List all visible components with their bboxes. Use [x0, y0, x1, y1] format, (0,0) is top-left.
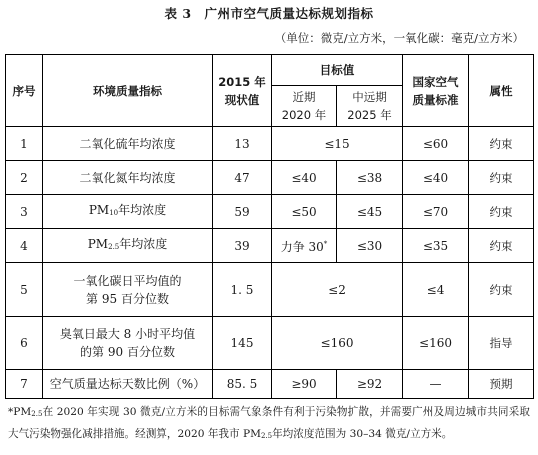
- cell-seq: 5: [6, 263, 43, 317]
- cell-target-near: [272, 229, 337, 263]
- cell-attribute: 预期: [469, 370, 534, 399]
- cell-attribute: 约束: [469, 161, 534, 195]
- cell-status: 85. 5: [213, 370, 272, 399]
- footnote-pm-subscript-2: 2.5: [260, 432, 273, 440]
- cell-seq: 3: [6, 195, 43, 229]
- cell-status: 39: [213, 229, 272, 263]
- cell-national: ≤4: [403, 263, 469, 317]
- header-status: [213, 55, 272, 127]
- header-mid: [337, 86, 403, 127]
- header-national: [403, 55, 469, 127]
- cell-indicator: [43, 195, 213, 229]
- table-row: [6, 370, 534, 399]
- cell-seq: 2: [6, 161, 43, 195]
- header-status-year: 2015 年: [218, 74, 266, 89]
- indicator-line2: 第 95 百分位数: [86, 291, 169, 306]
- header-mid-label: 中远期: [352, 90, 387, 104]
- cell-seq: 4: [6, 229, 43, 263]
- cell-target-merged: ≤15: [272, 127, 403, 161]
- cell-target-mid: ≤38: [337, 161, 403, 195]
- header-attribute: 属性: [469, 55, 534, 127]
- cell-status: 59: [213, 195, 272, 229]
- cell-status: 47: [213, 161, 272, 195]
- cell-target-merged: ≤160: [272, 317, 403, 370]
- footnote-text-2: 年均浓度范围为 30–34 微克/立方米。: [272, 428, 453, 440]
- header-row: [6, 55, 534, 86]
- indicator-line2: 的第 90 百分位数: [80, 345, 175, 359]
- header-status-label: 现状值: [224, 92, 260, 107]
- cell-national: ≤40: [403, 161, 469, 195]
- cell-status: 1. 5: [213, 263, 272, 317]
- cell-indicator: 二氧化硫年均浓度: [43, 127, 213, 161]
- header-indicator: 环境质量指标: [43, 55, 213, 127]
- footnote-marker: *: [323, 240, 328, 248]
- header-target: 目标值: [272, 55, 403, 86]
- cell-attribute: 约束: [469, 263, 534, 317]
- cell-target-merged: ≤2: [272, 263, 403, 317]
- table-title: 表 3 广州市空气质量达标规划指标: [164, 6, 374, 21]
- cell-attribute: 指导: [469, 317, 534, 370]
- cell-seq: 6: [6, 317, 43, 370]
- header-near-label: 近期: [292, 90, 316, 104]
- cell-status: 145: [213, 317, 272, 370]
- cell-national: ≤35: [403, 229, 469, 263]
- cell-target-near: ≤40: [272, 161, 337, 195]
- table-row: [6, 127, 534, 161]
- header-seq: 序号: [6, 55, 43, 127]
- cell-target-mid: ≤45: [337, 195, 403, 229]
- cell-national: ≤60: [403, 127, 469, 161]
- targets-table: [5, 54, 534, 399]
- cell-indicator: [43, 263, 213, 317]
- cell-indicator: 二氧化氮年均浓度: [43, 161, 213, 195]
- cell-national: —: [403, 370, 469, 399]
- footnote-pm: PM: [13, 406, 32, 418]
- table-row: [6, 317, 534, 370]
- footnote-star: *: [8, 406, 14, 418]
- footnote-text-1: 在 2020 年实现 30 微克/立方米的目标需气象条件有利于污染物扩散，并需要广州及周边城市共同采取大气污染物强化减排措施。经测算，2020 年我市 PM: [8, 406, 530, 440]
- pm-label: PM: [88, 203, 110, 217]
- cell-indicator: 空气质量达标天数比例（%）: [43, 370, 213, 399]
- cell-target-mid: ≤30: [337, 229, 403, 263]
- cell-indicator: [43, 317, 213, 370]
- cell-attribute: 约束: [469, 229, 534, 263]
- cell-attribute: 约束: [469, 127, 534, 161]
- cell-target-mid: ≥92: [337, 370, 403, 399]
- table-row: [6, 229, 534, 263]
- indicator-line1: 一氧化碳日平均值的: [73, 273, 182, 288]
- table-row: [6, 161, 534, 195]
- cell-seq: 7: [6, 370, 43, 399]
- pm-subscript: 10: [109, 209, 119, 217]
- cell-indicator: [43, 229, 213, 263]
- header-national-line1: 国家空气: [412, 74, 459, 89]
- header-near: [272, 86, 337, 127]
- table-row: [6, 195, 534, 229]
- cell-national: ≤160: [403, 317, 469, 370]
- table-row: [6, 263, 534, 317]
- indicator-line1: 臭氧日最大 8 小时平均值: [59, 327, 196, 341]
- indicator-rest: 年均浓度: [118, 203, 167, 217]
- pm-label: PM: [87, 237, 109, 251]
- footnote-pm-subscript: 2.5: [31, 410, 43, 418]
- footnote: [8, 402, 530, 446]
- unit-note: （单位：微克/立方米，一氧化碳：毫克/立方米）: [274, 31, 524, 45]
- cell-status: 13: [213, 127, 272, 161]
- cell-target-near: ≤50: [272, 195, 337, 229]
- cell-attribute: 约束: [469, 195, 534, 229]
- header-mid-year: 2025 年: [347, 108, 392, 122]
- near-target-text: 力争 30: [280, 240, 324, 254]
- header-national-line2: 质量标准: [412, 92, 459, 107]
- cell-seq: 1: [6, 127, 43, 161]
- cell-national: ≤70: [403, 195, 469, 229]
- indicator-rest: 年均浓度: [119, 237, 168, 251]
- pm-subscript: 2.5: [108, 243, 120, 251]
- cell-target-near: ≥90: [272, 370, 337, 399]
- header-near-year: 2020 年: [281, 108, 327, 122]
